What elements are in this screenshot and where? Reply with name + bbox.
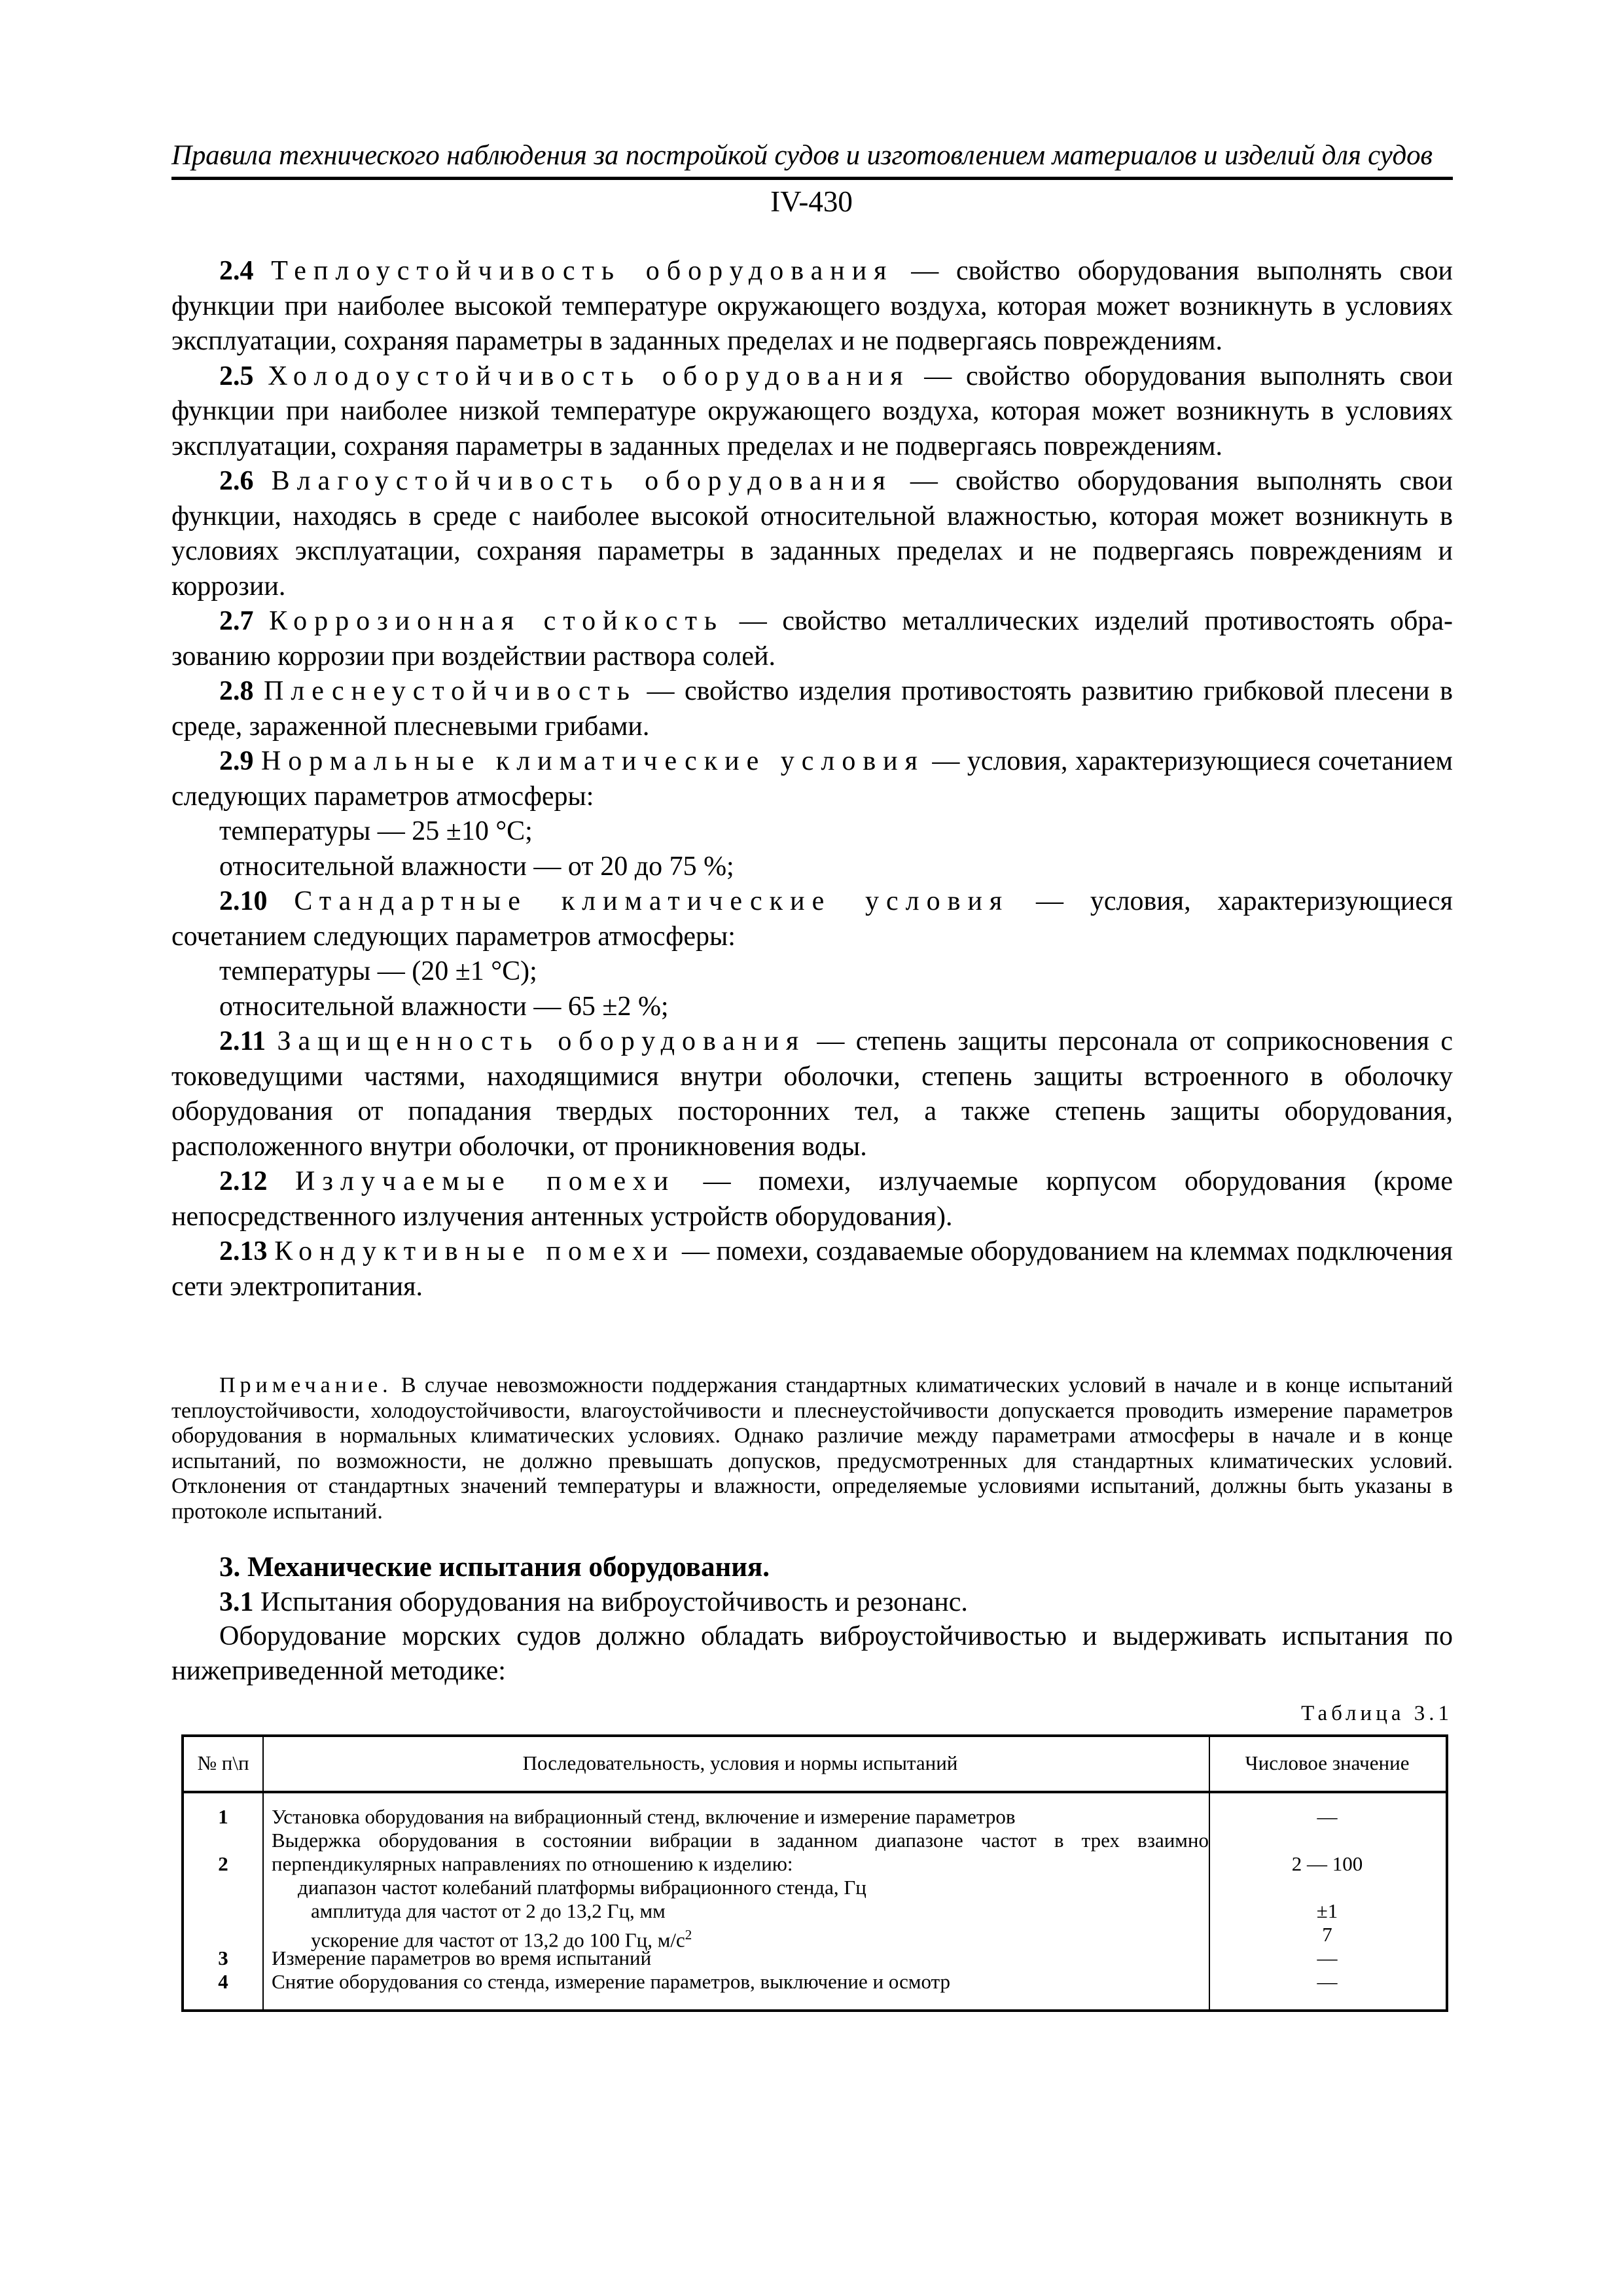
parameter-line: температуры — 25 ±10 °С;: [219, 816, 533, 846]
definition-2-13: [171, 1234, 1453, 1304]
running-header-title: Правила технического наблюдения за постройкой судов и изготовлением материалов и изделий для судов: [171, 140, 1433, 171]
parameter-line: температуры — (20 ±1 °С);: [219, 956, 537, 986]
defined-term: Кондуктивные помехи: [274, 1236, 675, 1266]
clause-number: 2.13: [219, 1236, 268, 1266]
table-header-description: Последовательность, условия и нормы испытаний: [522, 1751, 958, 1774]
defined-term: Стандартные климатические условия: [294, 886, 1010, 916]
clause-number: 2.4: [219, 256, 254, 286]
test-table: [181, 1734, 1448, 2012]
table-row-description: Установка оборудования на вибрационный стенд, включение и измерение параметров: [272, 1805, 1016, 1828]
definition-2-9: [171, 744, 1453, 814]
clause-number: 2.10: [219, 886, 268, 916]
header-rule: [171, 177, 1453, 180]
definitions-body: [171, 254, 1453, 1304]
defined-term: Коррозионная стойкость: [269, 606, 724, 636]
definition-2-7: [171, 604, 1453, 674]
table-row-value: —: [1317, 1805, 1338, 1828]
table-subrow-description: [272, 1899, 1209, 1923]
table-column-divider: [262, 1737, 264, 2009]
note-text: В случае невозможности поддержания стандартных климатических условий в начале и в конце испытаний теплоустойчивости, холодоустойчивости, влагоустойчивости и плеснеустойчивости допускается проводить измерение параметров оборудования в нормальных климатических условиях. Однако различие между параметрами атмосферы в начале и в конце испытаний, по возможности, не должно превышать допусков, предусмотренных для стандартных климатических условий. Отклонения от стандартных значений температуры и влажности, определяемые условиями испытаний, должны быть указаны в протоколе испытаний.: [171, 1373, 1453, 1524]
section-3-paragraph: Оборудование морских судов должно обладать виброустойчивостью и выдерживать испытания по нижеприведенной методике:: [171, 1621, 1453, 1686]
defined-term: Теплоустойчивость оборудования: [271, 256, 894, 286]
defined-term: Излучаемые помехи: [295, 1166, 676, 1196]
table-subrow-text: амплитуда для частот от 2 до 13,2 Гц, мм: [311, 1899, 666, 1922]
definition-text: — помехи, создаваемые оборудованием на клеммах подключения сети электропитания.: [171, 1236, 1453, 1302]
table-row-value: —: [1317, 1946, 1338, 1969]
table-row-number: 1: [218, 1805, 228, 1828]
clause-text: Испытания оборудования на виброустойчивость и резонанс.: [253, 1587, 968, 1617]
definition-text: — помехи, излучаемые корпусом оборудования (кроме непосредственного излучения антенных устройств оборудования).: [171, 1166, 1454, 1232]
definition-text: — условия, характеризующиеся сочетанием следующих параметров атмосферы:: [171, 746, 1454, 812]
superscript: 2: [685, 1927, 692, 1943]
table-row-value: 7: [1322, 1923, 1332, 1946]
definition-2-8: [171, 674, 1453, 744]
clause-number: 2.12: [219, 1166, 268, 1196]
defined-term: Плеснеустойчивость: [264, 676, 637, 706]
definition-2-10: [171, 884, 1453, 954]
definition-text: — свойство оборудования выполнять свои функции, находясь в среде с наиболее высокой относительной влажностью, которая может возникнуть в условиях эксплуатации, сохраняя параметры в заданных пределах и не подвергаясь повреждениям и коррозии.: [171, 466, 1454, 601]
definition-2-6: [171, 464, 1453, 604]
table-row-value: 2 — 100: [1291, 1852, 1363, 1875]
page-number: IV-430: [770, 185, 853, 218]
clause-number: 2.11: [219, 1026, 266, 1056]
note-paragraph: [171, 1373, 1453, 1524]
table-caption: Таблица 3.1: [1301, 1702, 1453, 1725]
table-row-description: Снятие оборудования со стенда, измерение параметров, выключение и осмотр: [272, 1970, 951, 1993]
parameter-line: относительной влажности — 65 ±2 %;: [219, 991, 669, 1022]
defined-term: Защищенность оборудования: [277, 1026, 806, 1056]
clause-number: 2.8: [219, 676, 254, 706]
table-row-number: 4: [218, 1970, 228, 1993]
definition-text: — свойство металлических изделий противостоять обра-зованию коррозии при воздействии раствора солей.: [171, 606, 1453, 672]
table-header-value: Числовое значение: [1245, 1751, 1410, 1774]
table-row-description: Измерение параметров во время испытаний: [272, 1946, 652, 1969]
table-row-number: 3: [218, 1946, 228, 1969]
definition-text: — свойство оборудования выполнять свои функции при наиболее низкой температуре окружающего воздуха, которая может возникнуть в условиях эксплуатации, сохраняя параметры в заданных пределах и не подвергаясь повреждениям.: [171, 361, 1453, 461]
definition-text: — свойство оборудования выполнять свои функции при наиболее высокой температуре окружающего воздуха, которая может возникнуть в условиях эксплуатации, сохраняя параметры в заданных пределах и не подвергаясь повреждениям.: [171, 256, 1453, 356]
definition-text: — степень защиты персонала от соприкосновения с токоведущими частями, находящимися внутри оболочки, степень защиты встроенного в оболочку оборудования от попадания твердых посторонних тел, а также степень защиты оборудования, расположенного внутри оболочки, от проникновения воды.: [171, 1026, 1453, 1162]
table-row-number: 2: [218, 1852, 228, 1875]
table-header-number: № п\п: [197, 1751, 249, 1774]
clause-number: 2.9: [219, 746, 254, 776]
table-row-value: ±1: [1316, 1899, 1338, 1922]
definition-2-11: [171, 1024, 1453, 1164]
defined-term: Нормальные климатические условия: [260, 746, 925, 776]
table-header-divider: [184, 1791, 1446, 1793]
clause-number: 3.1: [219, 1587, 254, 1617]
table-row-description: Выдержка оборудования в состоянии вибрации в заданном диапазоне частот в трех взаимно перпендикулярных направлениях по отношению к изделию:: [272, 1829, 1209, 1875]
note-label: Примечание.: [219, 1373, 393, 1397]
definition-2-5: [171, 359, 1453, 465]
definition-2-4: [171, 254, 1453, 359]
section-3-1-heading: [219, 1585, 968, 1620]
clause-number: 2.5: [219, 361, 254, 391]
definition-text: — свойство изделия противостоять развитию грибковой плесени в среде, зараженной плесневыми грибами.: [171, 676, 1453, 742]
defined-term: Влагоустойчивость оборудования: [271, 466, 893, 496]
table-subrow-text: диапазон частот колебаний платформы вибрационного стенда, Гц: [298, 1876, 866, 1899]
definition-text: — условия, характеризующиеся сочетанием следующих параметров атмосферы:: [171, 886, 1453, 952]
definition-2-12: [171, 1164, 1453, 1234]
table-row-value: —: [1317, 1970, 1338, 1993]
table-subrow-text: ускорение для частот от 13,2 до 100 Гц, м/с: [311, 1928, 685, 1952]
clause-number: 2.7: [219, 606, 254, 636]
parameter-line: относительной влажности — от 20 до 75 %;: [219, 851, 734, 882]
section-3-title: 3. Механические испытания оборудования.: [219, 1552, 770, 1583]
table-subrow-description: [272, 1876, 1209, 1899]
defined-term: Холодоустойчивость оборудования: [268, 361, 910, 391]
clause-number: 2.6: [219, 466, 254, 496]
